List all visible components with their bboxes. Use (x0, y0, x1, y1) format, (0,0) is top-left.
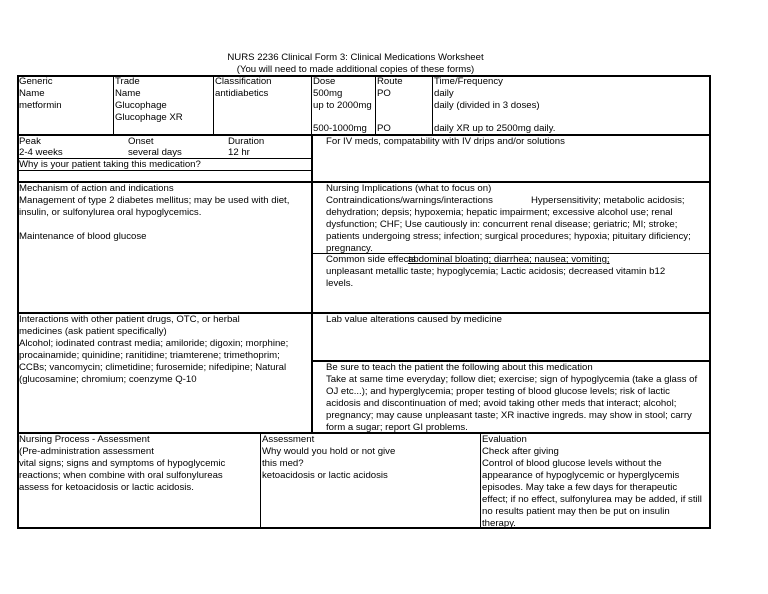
peak-header: Peak (19, 136, 41, 147)
generic-name-value: metformin (19, 100, 62, 111)
teach-text: Take at same time everyday; follow diet; exercise; sign of hypoglycemia (take a glass of OJ etc...); and hyperglycemia; proper testing of blood glucose levels; risk of lactic acidosis and discontinuation of med; avoid taking other meds that interact; alcohol; pregnancy; may cause unpleasant taste; XR inactive ingreds. may show in stool; carry form a sugar; report GI problems. (326, 374, 698, 433)
route-value-1: PO (377, 88, 391, 99)
interactions-text: Alcohol; iodinated contrast media; amiloride; digoxin; morphine; procainamide; quinidine; ranitidine; triamterene; trimethoprim; CCBs; vancomycin; climetidine; furosemide; nifedipine; Natural (glucosamine; chromium; coenzyme Q-10 (19, 338, 289, 385)
nursing-implications-heading: Nursing Implications (what to focus on) (326, 183, 492, 194)
contraindications-label: Contraindications/warnings/interactions (326, 195, 493, 206)
route-header: Route (377, 76, 403, 87)
evaluation-heading: Evaluation (482, 434, 527, 445)
frequency-value-2: daily (divided in 3 doses) (434, 100, 540, 111)
dose-header: Dose (313, 76, 336, 87)
nursing-process-subheading: (Pre-administration assessment (19, 446, 154, 457)
page-subtitle: (You will need to made additional copies of these forms) (236, 64, 475, 75)
contraindications-text: dehydration; depsis; hypoxemia; hepatic impairment; excessive alcohol use; renal dysfunction; CHF; Use cautiously in: concurrent renal disease; geriatric; MI; stroke; patients undergoing stress; infection; surgical procedures; hypoxia; pituitary dificiency; pregnancy. (326, 207, 691, 254)
onset-header: Onset (128, 136, 154, 147)
nursing-process-text: vital signs; signs and symptoms of hypoglycemic reactions; when combine with oral sulfonylureas assess for ketoacidosis or lactic acidosis. (19, 458, 226, 493)
peak-value: 2-4 weeks (19, 147, 63, 158)
mechanism-maintenance: Maintenance of blood glucose (19, 231, 147, 242)
iv-compatibility-header: For IV meds, compatability with IV drips and/or solutions (326, 136, 565, 147)
evaluation-text: Control of blood glucose levels without the appearance of hypoglycemic or hyperglycemis episodes. May take a few days for therapeutic effect; if no effect, sulfonylurea may be added, if still no results patient may then be put on insulin therapy. (482, 458, 702, 529)
frequency-header: Time/Frequency (434, 76, 503, 87)
assessment-heading: Assessment (262, 434, 315, 445)
interactions-heading: Interactions with other patient drugs, OTC, or herbal medicines (ask patient specifically) (19, 314, 240, 337)
route-value-2: PO (377, 123, 391, 134)
evaluation-subheading: Check after giving (482, 446, 559, 457)
why-taking-header: Why is your patient taking this medication? (19, 159, 201, 170)
classification-value: antidiabetics (215, 88, 269, 99)
dose-value-1: 500mg (313, 88, 343, 99)
trade-name-value-1: Glucophage (115, 100, 167, 111)
onset-value: several days (128, 147, 182, 158)
trade-name-value-2: Glucophage XR (115, 112, 183, 123)
trade-name-header-2: Name (115, 88, 141, 99)
assessment-text: ketoacidosis or lactic acidosis (262, 470, 388, 481)
assessment-question: Why would you hold or not give this med? (262, 446, 396, 469)
dose-value-3: 500-1000mg (313, 123, 367, 134)
page-title: NURS 2236 Clinical Form 3: Clinical Medications Worksheet (227, 52, 484, 63)
side-effects-text-start: abdominal bloating; diarrhea; nausea; vomiting; (408, 254, 610, 265)
contraindications-text-start: Hypersensitivity; metabolic acidosis; (531, 195, 685, 206)
classification-header: Classification (215, 76, 272, 87)
dose-value-2: up to 2000mg (313, 100, 372, 111)
frequency-value-1: daily (434, 88, 454, 99)
lab-alterations-heading: Lab value alterations caused by medicine (326, 314, 502, 325)
duration-header: Duration (228, 136, 265, 147)
teach-heading: Be sure to teach the patient the following about this medication (326, 362, 593, 373)
generic-name-header-1: Generic (19, 76, 53, 87)
side-effects-text: unpleasant metallic taste; hypoglycemia; Lactic acidosis; decreased vitamin b12 levels. (326, 266, 666, 289)
side-effects-label: Common side effects (326, 254, 416, 265)
trade-name-header-1: Trade (115, 76, 140, 87)
duration-value: 12 hr (228, 147, 250, 158)
frequency-value-3: daily XR up to 2500mg daily. (434, 123, 556, 134)
mechanism-text: Management of type 2 diabetes mellitus; may be used with diet, insulin, or sulfonylurea oral hypoglycemics. (19, 195, 290, 218)
generic-name-header-2: Name (19, 88, 45, 99)
mechanism-heading: Mechanism of action and indications (19, 183, 174, 194)
nursing-process-heading: Nursing Process - Assessment (19, 434, 150, 445)
